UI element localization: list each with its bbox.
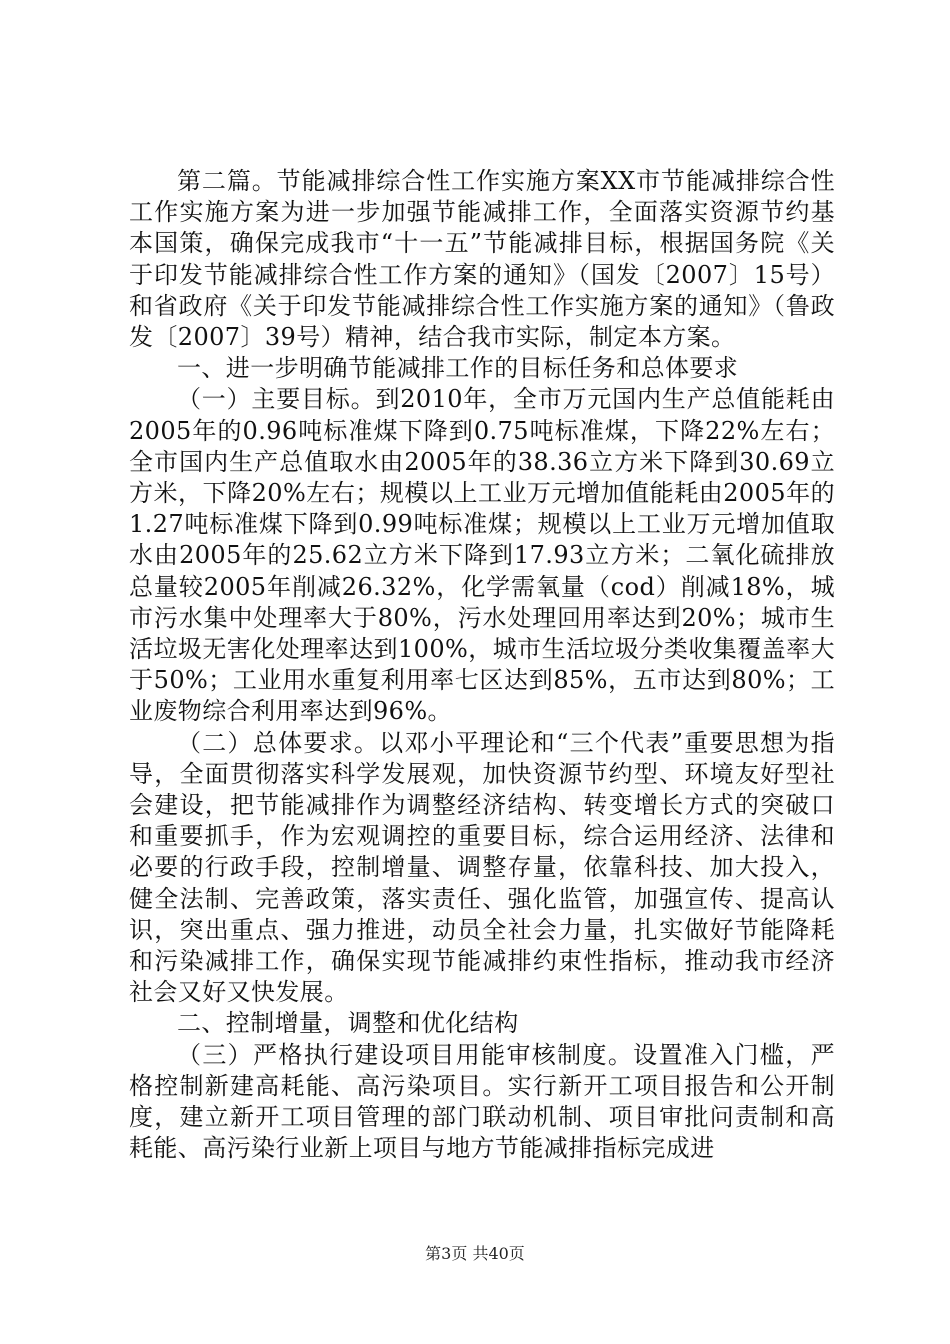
page-footer: 第3页 共40页 — [425, 1244, 525, 1263]
section-heading-2: 二、控制增量，调整和优化结构 — [177, 1009, 519, 1038]
main-targets-paragraph: （一）主要目标。到2010年，全市万元国内生产总值能耗由2005年的0.96吨标准煤下降到0.75吨标准煤，下降22%左右；全市国内生产总值取水由2005年的38.36立方米下降到30.69立方米，下降20%左右；规模以上工业万元增加值能耗由2005年的1.27吨标准煤下降到0.99吨标准煤；规模以上工业万元增加值取水由2005年的25.62立方米下降到17.93立方米；二氧化硫排放总量较2005年削减26.32%，化学需氧量（cod）削减18%，城市污水集中处理率大于80%，污水处理回用率达到20%；城市生活垃圾无害化处理率达到100%，城市生活垃圾分类收集覆盖率大于50%；工业用水重复利用率七区达到85%，五市达到80%；工业废物综合利用率达到96%。 — [129, 385, 835, 726]
intro-paragraph: 第二篇。节能减排综合性工作实施方案XX市节能减排综合性工作实施方案为进一步加强节能减排工作，全面落实资源节约基本国策，确保完成我市“十一五”节能减排目标，根据国务院《关于印发节能减排综合性工作方案的通知》（国发〔2007〕15号）和省政府《关于印发节能减排综合性工作实施方案的通知》（鲁政发〔2007〕39号）精神，结合我市实际，制定本方案。 — [129, 167, 835, 352]
project-review-paragraph: （三）严格执行建设项目用能审核制度。设置准入门槛，严格控制新建高耗能、高污染项目。实行新开工项目报告和公开制度，建立新开工项目管理的部门联动机制、项目审批问责制和高耗能、高污染行业新上项目与地方节能减排指标完成进 — [129, 1040, 835, 1163]
general-requirements-paragraph: （二）总体要求。以邓小平理论和“三个代表”重要思想为指导，全面贯彻落实科学发展观，加快资源节约型、环境友好型社会建设，把节能减排作为调整经济结构、转变增长方式的突破口和重要抓手，作为宏观调控的重要目标，综合运用经济、法律和必要的行政手段，控制增量、调整存量，依靠科技、加大投入，健全法制、完善政策，落实责任、强化监管，加强宣传、提高认识，突出重点、强力推进，动员全社会力量，扎实做好节能降耗和污染减排工作，确保实现节能减排约束性指标，推动我市经济社会又好又快发展。 — [129, 728, 835, 1007]
section-heading-1: 一、进一步明确节能减排工作的目标任务和总体要求 — [177, 354, 739, 383]
document-body — [129, 166, 835, 1165]
